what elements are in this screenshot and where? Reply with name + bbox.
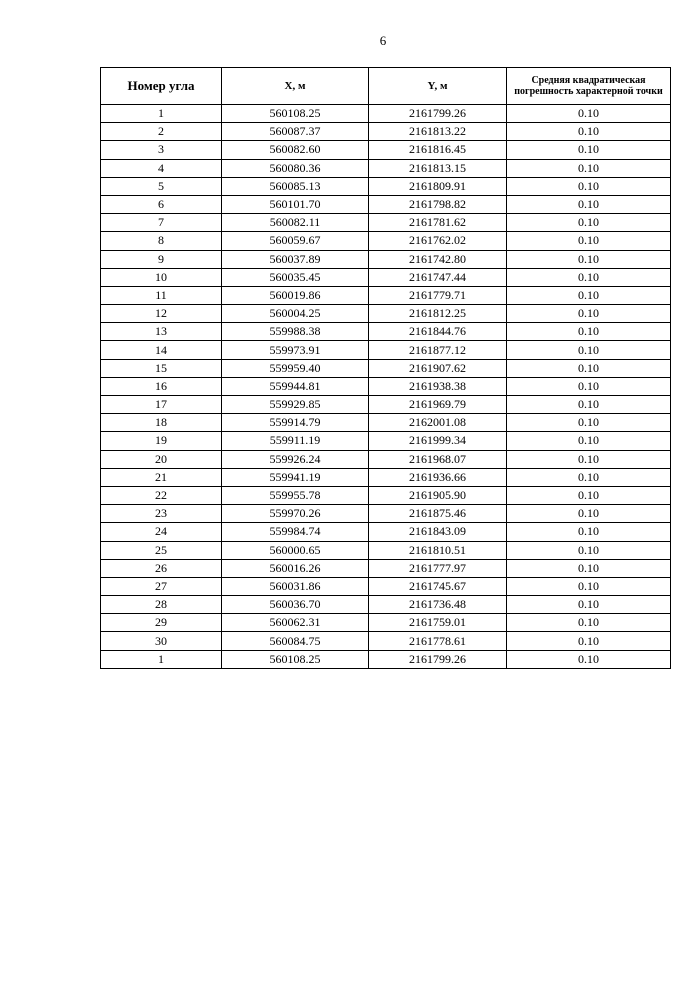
header-x: X, м <box>222 68 369 105</box>
cell-error: 0.10 <box>507 123 671 141</box>
cell-error: 0.10 <box>507 250 671 268</box>
cell-y: 2161844.76 <box>369 323 507 341</box>
cell-x: 559973.91 <box>222 341 369 359</box>
cell-error: 0.10 <box>507 559 671 577</box>
table-row <box>101 596 671 614</box>
cell-x: 560087.37 <box>222 123 369 141</box>
table-row <box>101 232 671 250</box>
cell-x: 559988.38 <box>222 323 369 341</box>
table-row <box>101 341 671 359</box>
cell-error: 0.10 <box>507 232 671 250</box>
cell-corner-number: 30 <box>101 632 222 650</box>
cell-error: 0.10 <box>507 195 671 213</box>
cell-corner-number: 1 <box>101 650 222 668</box>
cell-y: 2161875.46 <box>369 505 507 523</box>
cell-y: 2161843.09 <box>369 523 507 541</box>
cell-x: 559959.40 <box>222 359 369 377</box>
cell-error: 0.10 <box>507 650 671 668</box>
cell-x: 559914.79 <box>222 414 369 432</box>
table-row <box>101 450 671 468</box>
cell-corner-number: 7 <box>101 214 222 232</box>
table-row <box>101 614 671 632</box>
cell-corner-number: 28 <box>101 596 222 614</box>
header-corner-number: Номер угла <box>101 68 222 105</box>
table-row <box>101 105 671 123</box>
table-row <box>101 414 671 432</box>
table-row <box>101 123 671 141</box>
cell-y: 2161736.48 <box>369 596 507 614</box>
cell-error: 0.10 <box>507 432 671 450</box>
table-row <box>101 141 671 159</box>
cell-error: 0.10 <box>507 214 671 232</box>
cell-error: 0.10 <box>507 450 671 468</box>
cell-error: 0.10 <box>507 414 671 432</box>
table-row <box>101 323 671 341</box>
cell-error: 0.10 <box>507 614 671 632</box>
table-row <box>101 377 671 395</box>
cell-x: 560016.26 <box>222 559 369 577</box>
cell-error: 0.10 <box>507 359 671 377</box>
cell-y: 2161799.26 <box>369 105 507 123</box>
cell-corner-number: 6 <box>101 195 222 213</box>
coordinates-table <box>100 67 671 669</box>
cell-corner-number: 27 <box>101 577 222 595</box>
cell-error: 0.10 <box>507 341 671 359</box>
table-row <box>101 195 671 213</box>
cell-y: 2161907.62 <box>369 359 507 377</box>
cell-x: 559911.19 <box>222 432 369 450</box>
cell-y: 2161813.22 <box>369 123 507 141</box>
cell-y: 2161799.26 <box>369 650 507 668</box>
table-row <box>101 286 671 304</box>
cell-x: 559955.78 <box>222 486 369 504</box>
cell-x: 560031.86 <box>222 577 369 595</box>
cell-x: 560004.25 <box>222 305 369 323</box>
cell-corner-number: 8 <box>101 232 222 250</box>
cell-x: 559984.74 <box>222 523 369 541</box>
table-row <box>101 159 671 177</box>
page-number: 6 <box>379 33 387 48</box>
cell-error: 0.10 <box>507 505 671 523</box>
cell-corner-number: 22 <box>101 486 222 504</box>
cell-error: 0.10 <box>507 632 671 650</box>
table-row <box>101 432 671 450</box>
table-row <box>101 268 671 286</box>
table-row <box>101 396 671 414</box>
cell-error: 0.10 <box>507 323 671 341</box>
cell-y: 2161936.66 <box>369 468 507 486</box>
cell-error: 0.10 <box>507 396 671 414</box>
cell-corner-number: 15 <box>101 359 222 377</box>
cell-corner-number: 21 <box>101 468 222 486</box>
cell-y: 2162001.08 <box>369 414 507 432</box>
cell-error: 0.10 <box>507 141 671 159</box>
cell-corner-number: 2 <box>101 123 222 141</box>
cell-y: 2161969.79 <box>369 396 507 414</box>
cell-corner-number: 5 <box>101 177 222 195</box>
cell-x: 560101.70 <box>222 195 369 213</box>
table-row <box>101 250 671 268</box>
header-y: Y, м <box>369 68 507 105</box>
table-row <box>101 577 671 595</box>
cell-x: 560059.67 <box>222 232 369 250</box>
cell-corner-number: 24 <box>101 523 222 541</box>
cell-corner-number: 3 <box>101 141 222 159</box>
cell-error: 0.10 <box>507 177 671 195</box>
cell-x: 560035.45 <box>222 268 369 286</box>
cell-y: 2161813.15 <box>369 159 507 177</box>
cell-corner-number: 12 <box>101 305 222 323</box>
cell-error: 0.10 <box>507 305 671 323</box>
cell-error: 0.10 <box>507 286 671 304</box>
cell-corner-number: 11 <box>101 286 222 304</box>
cell-error: 0.10 <box>507 105 671 123</box>
cell-x: 560037.89 <box>222 250 369 268</box>
cell-y: 2161999.34 <box>369 432 507 450</box>
cell-x: 559944.81 <box>222 377 369 395</box>
table-row <box>101 505 671 523</box>
cell-y: 2161938.38 <box>369 377 507 395</box>
cell-corner-number: 13 <box>101 323 222 341</box>
cell-y: 2161812.25 <box>369 305 507 323</box>
cell-error: 0.10 <box>507 523 671 541</box>
table-row <box>101 541 671 559</box>
cell-x: 560019.86 <box>222 286 369 304</box>
cell-x: 560062.31 <box>222 614 369 632</box>
table-header-row <box>101 68 671 105</box>
cell-y: 2161778.61 <box>369 632 507 650</box>
cell-corner-number: 25 <box>101 541 222 559</box>
cell-x: 560084.75 <box>222 632 369 650</box>
cell-x: 560082.60 <box>222 141 369 159</box>
cell-y: 2161809.91 <box>369 177 507 195</box>
cell-y: 2161759.01 <box>369 614 507 632</box>
cell-y: 2161747.44 <box>369 268 507 286</box>
cell-error: 0.10 <box>507 596 671 614</box>
cell-x: 560082.11 <box>222 214 369 232</box>
table-row <box>101 177 671 195</box>
cell-corner-number: 19 <box>101 432 222 450</box>
table-row <box>101 523 671 541</box>
cell-y: 2161816.45 <box>369 141 507 159</box>
cell-error: 0.10 <box>507 159 671 177</box>
cell-x: 560085.13 <box>222 177 369 195</box>
cell-x: 560000.65 <box>222 541 369 559</box>
cell-y: 2161762.02 <box>369 232 507 250</box>
cell-corner-number: 23 <box>101 505 222 523</box>
cell-y: 2161779.71 <box>369 286 507 304</box>
cell-corner-number: 16 <box>101 377 222 395</box>
cell-y: 2161777.97 <box>369 559 507 577</box>
table-row <box>101 632 671 650</box>
cell-y: 2161905.90 <box>369 486 507 504</box>
cell-error: 0.10 <box>507 577 671 595</box>
cell-x: 559926.24 <box>222 450 369 468</box>
table-row <box>101 486 671 504</box>
cell-y: 2161745.67 <box>369 577 507 595</box>
table-body <box>101 105 671 669</box>
cell-error: 0.10 <box>507 486 671 504</box>
cell-error: 0.10 <box>507 541 671 559</box>
cell-corner-number: 4 <box>101 159 222 177</box>
cell-y: 2161742.80 <box>369 250 507 268</box>
cell-x: 560108.25 <box>222 650 369 668</box>
cell-corner-number: 14 <box>101 341 222 359</box>
cell-y: 2161968.07 <box>369 450 507 468</box>
cell-corner-number: 26 <box>101 559 222 577</box>
cell-corner-number: 29 <box>101 614 222 632</box>
cell-error: 0.10 <box>507 268 671 286</box>
header-error: Средняя квадратическая погрешность характерной точки <box>507 68 671 105</box>
cell-x: 559929.85 <box>222 396 369 414</box>
cell-y: 2161810.51 <box>369 541 507 559</box>
cell-corner-number: 17 <box>101 396 222 414</box>
cell-corner-number: 1 <box>101 105 222 123</box>
cell-x: 560036.70 <box>222 596 369 614</box>
table-row <box>101 359 671 377</box>
cell-error: 0.10 <box>507 377 671 395</box>
cell-y: 2161798.82 <box>369 195 507 213</box>
cell-y: 2161877.12 <box>369 341 507 359</box>
cell-error: 0.10 <box>507 468 671 486</box>
table-row <box>101 468 671 486</box>
cell-x: 560080.36 <box>222 159 369 177</box>
cell-corner-number: 18 <box>101 414 222 432</box>
cell-corner-number: 9 <box>101 250 222 268</box>
table-row <box>101 559 671 577</box>
table-row <box>101 305 671 323</box>
cell-x: 560108.25 <box>222 105 369 123</box>
cell-corner-number: 10 <box>101 268 222 286</box>
cell-x: 559941.19 <box>222 468 369 486</box>
table-row <box>101 650 671 668</box>
table-row <box>101 214 671 232</box>
cell-x: 559970.26 <box>222 505 369 523</box>
cell-corner-number: 20 <box>101 450 222 468</box>
cell-y: 2161781.62 <box>369 214 507 232</box>
